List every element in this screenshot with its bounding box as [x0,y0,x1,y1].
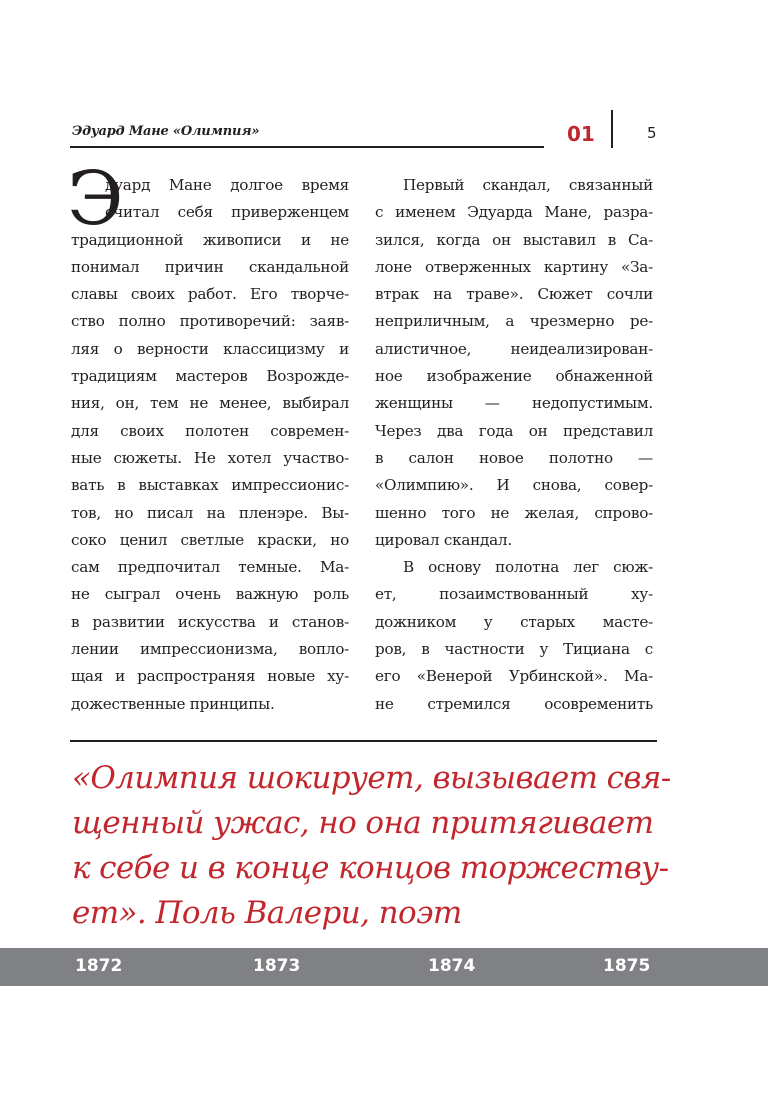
text-line: тов, но писал на пленэре. Вы- [71,503,349,522]
text-line: втрак на траве». Сюжет сочли [375,285,653,304]
text-line: ет, позаимствованный ху- [375,585,653,604]
left-text-column [67,156,349,718]
page-header [70,116,660,152]
text-line: лении импрессионизма, вопло- [71,640,349,659]
text-line: Первый скандал, связанный [403,176,653,194]
chapter-number: 01 [567,122,595,146]
quote-line: ет». Поль Валери, поэт [72,895,462,931]
text-line: цировал скандал. [375,530,512,549]
right-text-column [375,172,653,718]
text-line: с именем Эдуарда Мане, разра- [375,203,653,222]
timeline-year: 1874 [428,956,476,976]
drop-cap: Э [67,156,124,242]
timeline-year: 1873 [253,956,301,976]
text-line: не сыграл очень важную роль [71,585,349,604]
text-line: дожником у старых масте- [375,612,653,631]
text-line: ляя о верности классицизму и [71,339,349,358]
text-line: неприличным, а чрезмерно ре- [375,312,653,331]
text-line: считал себя приверженцем [105,203,349,222]
text-line: сам предпочитал темные. Ма- [71,558,349,577]
quote-line: к себе и в конце концов торжеству- [72,850,669,886]
quote-line: «Олимпия шокирует, вызывает свя- [72,760,671,796]
text-line: женщины — недопустимым. [375,394,653,413]
running-title: Эдуард Мане «Олимпия» [72,124,260,139]
text-line: шенно того не желая, спрово- [375,503,653,522]
text-line: В основу полотна лег сюж- [403,558,653,577]
text-line: лоне отверженных картину «За- [375,257,653,276]
text-line: в салон новое полотно — [375,448,653,467]
text-line: ров, в частности у Тициана с [375,640,653,659]
timeline-bar [0,948,768,986]
text-line: зился, когда он выставил в Са- [375,230,653,249]
text-line: в развитии искусства и станов- [71,612,349,631]
timeline-year: 1875 [603,956,651,976]
text-line: традиционной живописи и не [71,230,349,249]
text-line: щая и распространяя новые ху- [71,667,349,686]
text-line: ное изображение обнаженной [375,367,653,386]
pull-quote [72,756,672,936]
text-line: дожественные принципы. [71,694,275,713]
text-line: алистичное, неидеализирован- [375,339,653,358]
text-line: дуард Мане долгое время [105,176,349,194]
text-line: для своих полотен современ- [71,421,349,440]
text-line: ство полно противоречий: заяв- [71,312,349,331]
quote-rule [70,740,657,742]
text-line: славы своих работ. Его творче- [71,285,349,304]
header-rule [70,146,544,148]
quote-line: щенный ужас, но она притягивает [72,805,654,841]
text-line: вать в выставках импрессионис- [71,476,349,495]
text-line: «Олимпию». И снова, совер- [375,476,653,495]
text-line: понимал причин скандальной [71,257,349,276]
timeline-year: 1872 [75,956,123,976]
text-line: не стремился осовременить [375,694,653,713]
page-number: 5 [647,124,657,142]
text-line: соко ценил светлые краски, но [71,530,349,549]
text-line: Через два года он представил [375,421,653,440]
header-divider [611,110,613,148]
text-line: ния, он, тем не менее, выбирал [71,394,349,413]
text-line: ные сюжеты. Не хотел участво- [71,448,349,467]
text-line: его «Венерой Урбинской». Ма- [375,667,653,686]
text-line: традициям мастеров Возрожде- [71,367,349,386]
